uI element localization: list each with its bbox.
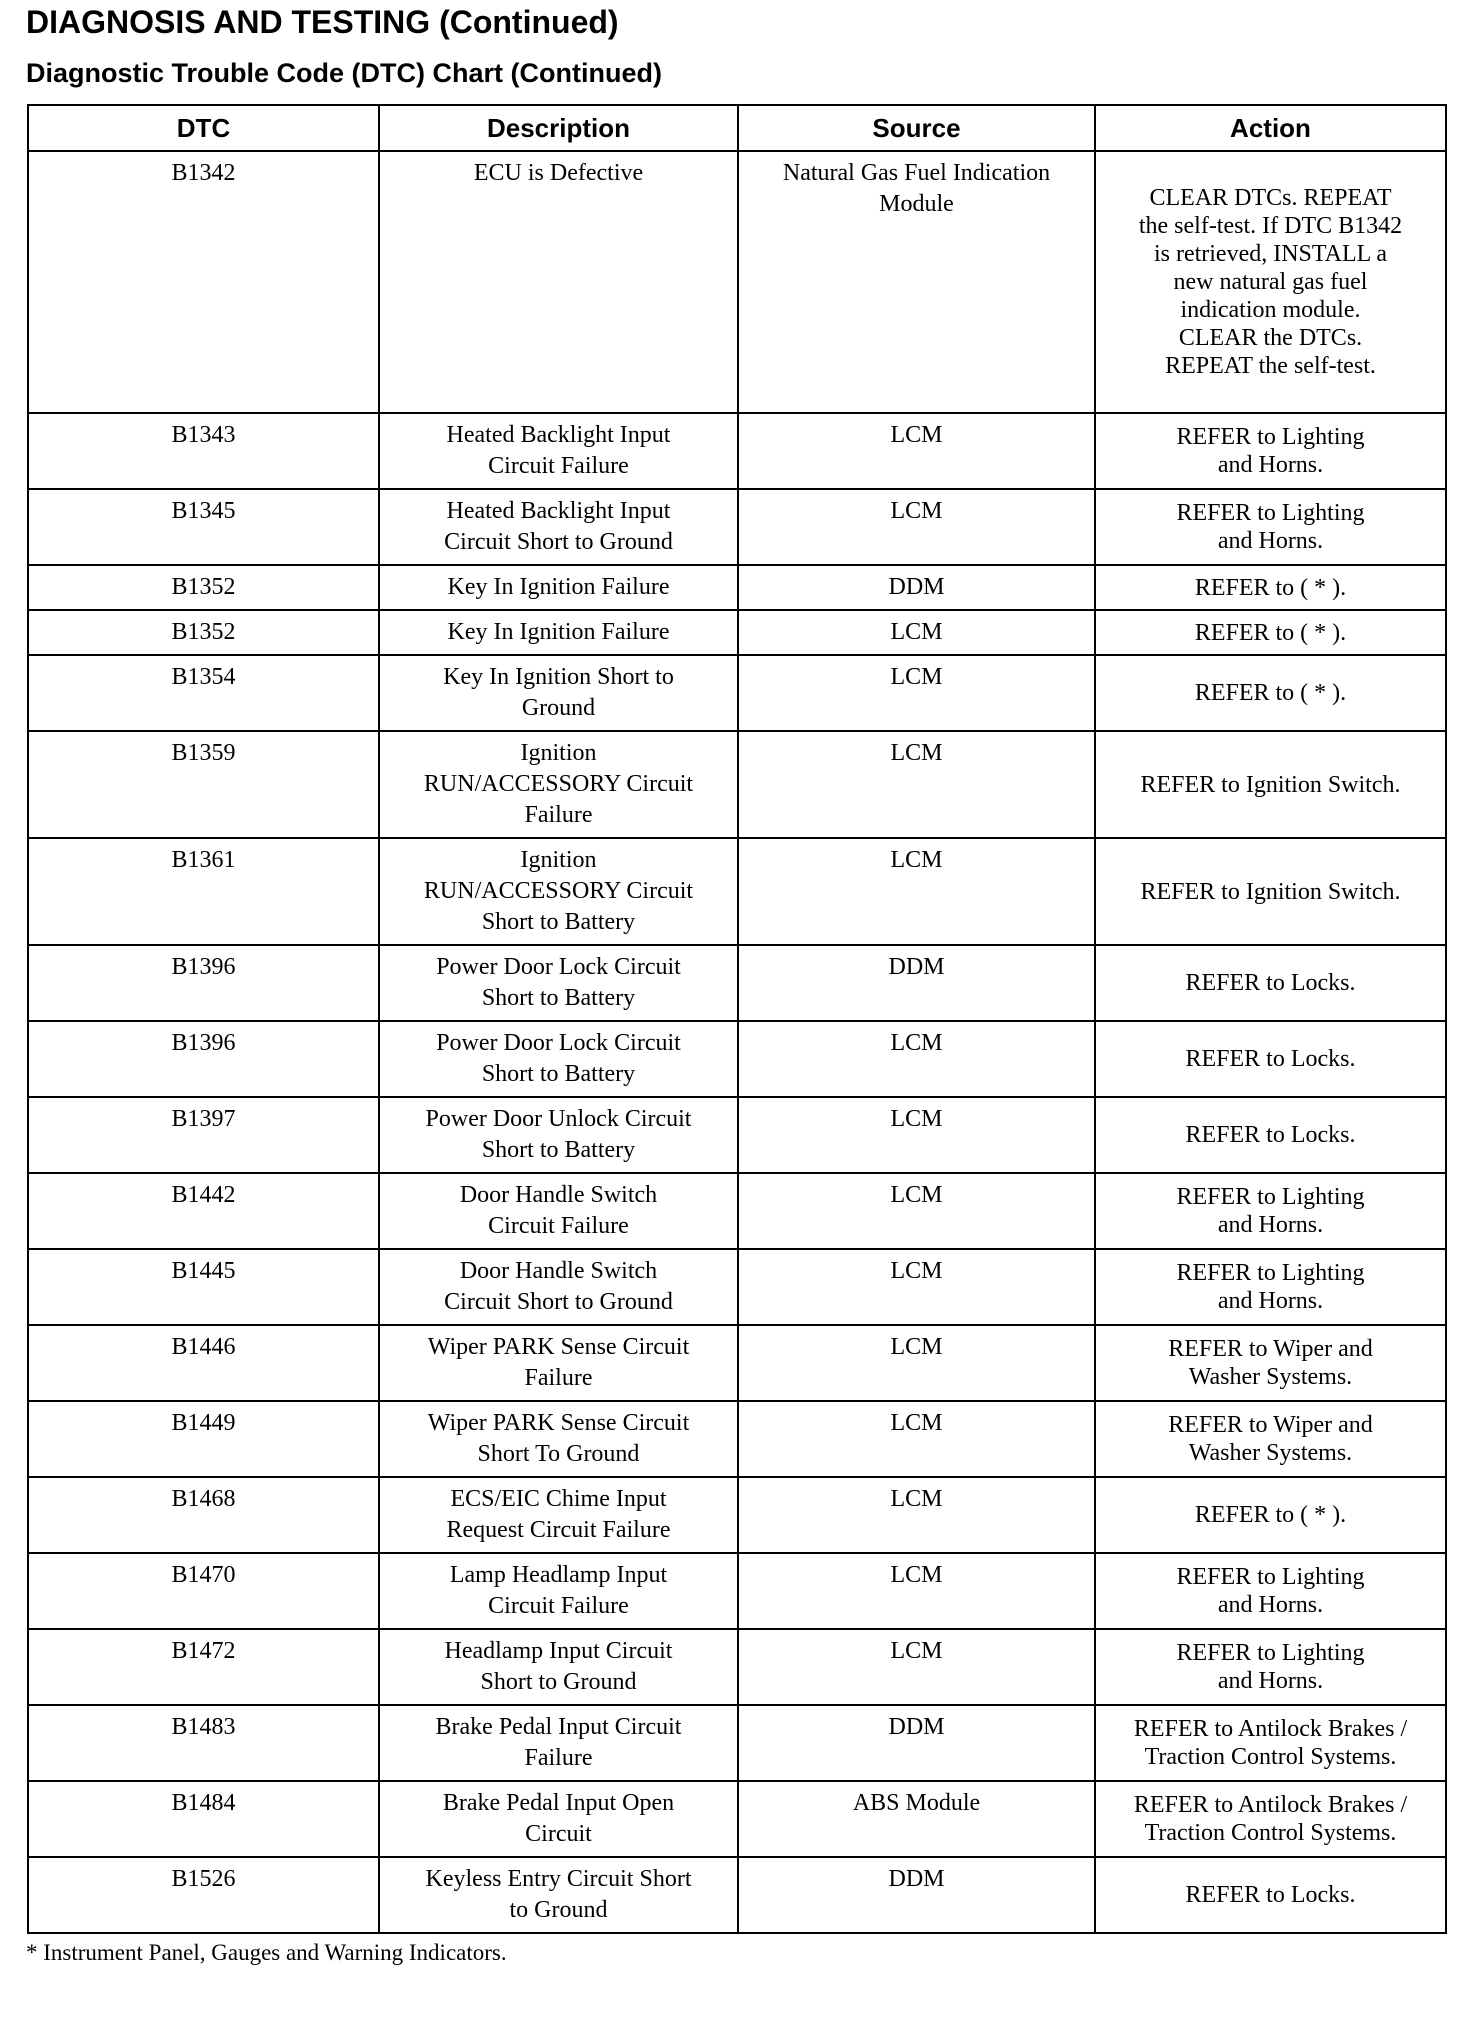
dtc-cell: B1354 [28, 655, 379, 731]
action-cell: REFER to Locks. [1095, 1857, 1446, 1933]
page-title: DIAGNOSIS AND TESTING (Continued) [26, 4, 619, 40]
table-row [28, 1173, 1446, 1249]
table-row [28, 1553, 1446, 1629]
source-cell: LCM [738, 1097, 1095, 1173]
description-cell: ECU is Defective [379, 151, 738, 413]
action-cell: REFER to ( * ). [1095, 1477, 1446, 1553]
description-cell: Lamp Headlamp Input Circuit Failure [379, 1553, 738, 1629]
description-cell: Door Handle Switch Circuit Failure [379, 1173, 738, 1249]
chart-subtitle: Diagnostic Trouble Code (DTC) Chart (Continued) [26, 58, 662, 88]
action-cell: REFER to Locks. [1095, 1097, 1446, 1173]
description-cell: Brake Pedal Input Circuit Failure [379, 1705, 738, 1781]
dtc-cell: B1468 [28, 1477, 379, 1553]
dtc-cell: B1526 [28, 1857, 379, 1933]
description-cell: Keyless Entry Circuit Short to Ground [379, 1857, 738, 1933]
dtc-cell: B1397 [28, 1097, 379, 1173]
table-row [28, 731, 1446, 838]
table-row [28, 1325, 1446, 1401]
table-row [28, 1629, 1446, 1705]
source-cell: LCM [738, 1553, 1095, 1629]
table-row [28, 1249, 1446, 1325]
source-cell: LCM [738, 413, 1095, 489]
source-cell: DDM [738, 565, 1095, 610]
action-cell: REFER to Lighting and Horns. [1095, 1249, 1446, 1325]
dtc-cell: B1343 [28, 413, 379, 489]
description-cell: Wiper PARK Sense Circuit Failure [379, 1325, 738, 1401]
action-cell: REFER to Locks. [1095, 945, 1446, 1021]
action-cell: CLEAR DTCs. REPEAT the self-test. If DTC B1342 is retrieved, INSTALL a new natural gas fuel indication module. CLEAR the DTCs. REPEAT the self-test. [1095, 151, 1446, 413]
source-cell: LCM [738, 610, 1095, 655]
description-cell: Wiper PARK Sense Circuit Short To Ground [379, 1401, 738, 1477]
table-row [28, 1781, 1446, 1857]
dtc-cell: B1359 [28, 731, 379, 838]
dtc-cell: B1396 [28, 945, 379, 1021]
description-cell: Ignition RUN/ACCESSORY Circuit Failure [379, 731, 738, 838]
source-cell: DDM [738, 1857, 1095, 1933]
table-header-row [28, 105, 1446, 151]
description-cell: Key In Ignition Short to Ground [379, 655, 738, 731]
source-cell: LCM [738, 1629, 1095, 1705]
action-cell: REFER to Lighting and Horns. [1095, 1553, 1446, 1629]
description-cell: Heated Backlight Input Circuit Short to Ground [379, 489, 738, 565]
action-cell: REFER to Wiper and Washer Systems. [1095, 1325, 1446, 1401]
description-cell: Power Door Lock Circuit Short to Battery [379, 1021, 738, 1097]
source-cell: LCM [738, 1021, 1095, 1097]
description-cell: Ignition RUN/ACCESSORY Circuit Short to Battery [379, 838, 738, 945]
source-cell: Natural Gas Fuel Indication Module [738, 151, 1095, 413]
action-cell: REFER to ( * ). [1095, 655, 1446, 731]
description-cell: Key In Ignition Failure [379, 610, 738, 655]
dtc-cell: B1446 [28, 1325, 379, 1401]
column-header-source: Source [738, 105, 1095, 151]
dtc-cell: B1361 [28, 838, 379, 945]
description-cell: Headlamp Input Circuit Short to Ground [379, 1629, 738, 1705]
action-cell: REFER to Antilock Brakes / Traction Control Systems. [1095, 1781, 1446, 1857]
table-row [28, 1857, 1446, 1933]
table-row [28, 489, 1446, 565]
table-row [28, 413, 1446, 489]
description-cell: Power Door Unlock Circuit Short to Battery [379, 1097, 738, 1173]
source-cell: LCM [738, 1401, 1095, 1477]
table-row [28, 1477, 1446, 1553]
dtc-cell: B1352 [28, 610, 379, 655]
description-cell: Power Door Lock Circuit Short to Battery [379, 945, 738, 1021]
source-cell: DDM [738, 1705, 1095, 1781]
source-cell: LCM [738, 655, 1095, 731]
action-cell: REFER to Antilock Brakes / Traction Control Systems. [1095, 1705, 1446, 1781]
action-cell: REFER to Ignition Switch. [1095, 838, 1446, 945]
source-cell: LCM [738, 1477, 1095, 1553]
dtc-cell: B1352 [28, 565, 379, 610]
description-cell: Heated Backlight Input Circuit Failure [379, 413, 738, 489]
source-cell: LCM [738, 1249, 1095, 1325]
description-cell: Door Handle Switch Circuit Short to Ground [379, 1249, 738, 1325]
source-cell: LCM [738, 1325, 1095, 1401]
description-cell: Key In Ignition Failure [379, 565, 738, 610]
dtc-chart-table [27, 104, 1447, 1934]
table-row [28, 1401, 1446, 1477]
action-cell: REFER to Locks. [1095, 1021, 1446, 1097]
dtc-cell: B1484 [28, 1781, 379, 1857]
description-cell: Brake Pedal Input Open Circuit [379, 1781, 738, 1857]
dtc-cell: B1445 [28, 1249, 379, 1325]
description-cell: ECS/EIC Chime Input Request Circuit Failure [379, 1477, 738, 1553]
source-cell: LCM [738, 838, 1095, 945]
dtc-cell: B1342 [28, 151, 379, 413]
action-cell: REFER to Lighting and Horns. [1095, 413, 1446, 489]
table-row [28, 151, 1446, 413]
action-cell: REFER to Lighting and Horns. [1095, 1629, 1446, 1705]
action-cell: REFER to Lighting and Horns. [1095, 489, 1446, 565]
dtc-cell: B1483 [28, 1705, 379, 1781]
table-row [28, 565, 1446, 610]
column-header-dtc: DTC [28, 105, 379, 151]
dtc-cell: B1396 [28, 1021, 379, 1097]
action-cell: REFER to Ignition Switch. [1095, 731, 1446, 838]
table-row [28, 655, 1446, 731]
source-cell: DDM [738, 945, 1095, 1021]
action-cell: REFER to ( * ). [1095, 565, 1446, 610]
action-cell: REFER to ( * ). [1095, 610, 1446, 655]
action-cell: REFER to Lighting and Horns. [1095, 1173, 1446, 1249]
dtc-cell: B1345 [28, 489, 379, 565]
dtc-cell: B1449 [28, 1401, 379, 1477]
table-row [28, 1097, 1446, 1173]
source-cell: LCM [738, 489, 1095, 565]
table-row [28, 610, 1446, 655]
table-row [28, 1021, 1446, 1097]
table-row [28, 945, 1446, 1021]
source-cell: LCM [738, 1173, 1095, 1249]
dtc-cell: B1442 [28, 1173, 379, 1249]
table-row [28, 1705, 1446, 1781]
column-header-action: Action [1095, 105, 1446, 151]
source-cell: ABS Module [738, 1781, 1095, 1857]
action-cell: REFER to Wiper and Washer Systems. [1095, 1401, 1446, 1477]
footnote: * Instrument Panel, Gauges and Warning Indicators. [26, 1940, 507, 1965]
table-row [28, 838, 1446, 945]
column-header-description: Description [379, 105, 738, 151]
source-cell: LCM [738, 731, 1095, 838]
dtc-cell: B1470 [28, 1553, 379, 1629]
dtc-cell: B1472 [28, 1629, 379, 1705]
